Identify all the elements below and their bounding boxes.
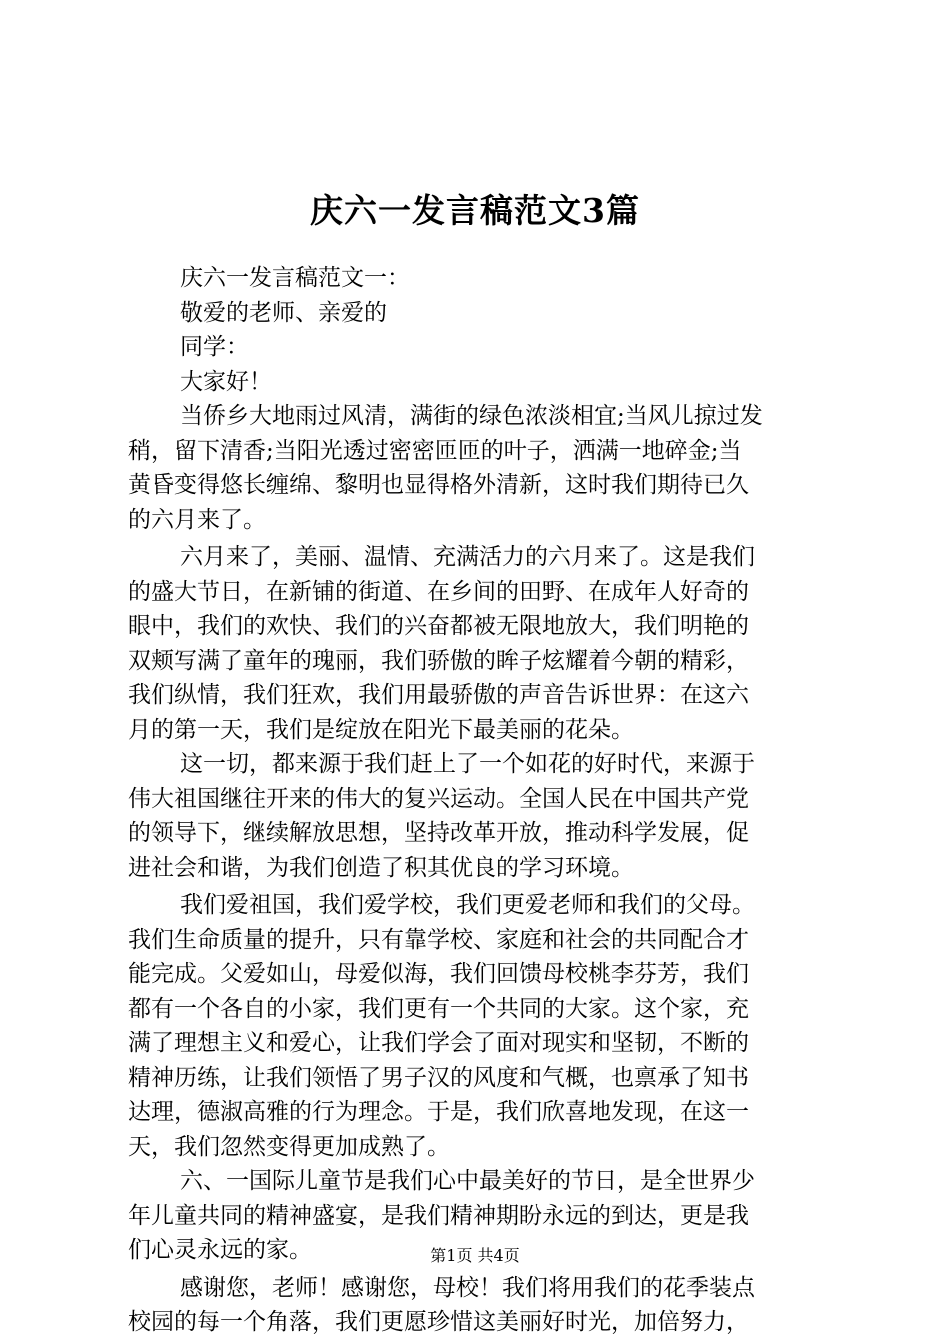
- body-line: 满了理想主义和爱心，让我们学会了面对现实和坚韧，不断的: [128, 1030, 749, 1056]
- body-line: 双颊写满了童年的瑰丽，我们骄傲的眸子炫耀着今朝的精彩，: [128, 647, 749, 674]
- body-line: 都有一个各自的小家，我们更有一个共同的大家。这个家，充: [128, 995, 749, 1022]
- body-line: 眼中，我们的欢快、我们的兴奋都被无限地放大，我们明艳的: [128, 613, 749, 639]
- body-line: 天，我们忽然变得更加成熟了。: [128, 1133, 450, 1160]
- page-title: 庆六一发言稿范文3篇: [310, 191, 640, 230]
- body-line: 月的第一天，我们是绽放在阳光下最美丽的花朵。: [128, 716, 634, 743]
- document-body: [128, 261, 832, 1340]
- body-line: 我们纵情，我们狂欢，我们用最骄傲的声音告诉世界：在这六: [128, 682, 749, 708]
- body-line: 我们爱祖国，我们爱学校，我们更爱老师和我们的父母。: [180, 892, 755, 918]
- body-line: 黄昏变得悠长缠绵、黎明也显得格外清新，这时我们期待已久: [128, 472, 749, 498]
- body-line: 达理，德淑高雅的行为理念。于是，我们欣喜地发现，在这一: [128, 1099, 749, 1125]
- body-line: 敬爱的老师、亲爱的: [180, 299, 387, 326]
- body-line: 这一切，都来源于我们赶上了一个如花的好时代，来源于: [180, 751, 755, 777]
- body-line: 的盛大节日，在新铺的街道、在乡间的田野、在成年人好奇的: [128, 578, 749, 605]
- body-line: 校园的每一个角落，我们更愿珍惜这美丽好时光，加倍努力，: [128, 1309, 749, 1335]
- body-line: 感谢您，老师！感谢您，母校！我们将用我们的花季装点: [180, 1274, 755, 1301]
- body-line: 年儿童共同的精神盛宴，是我们精神期盼永远的到达，更是我: [128, 1202, 749, 1229]
- body-line: 庆六一发言稿范文一：: [180, 265, 410, 291]
- body-line: 的领导下，继续解放思想，坚持改革开放，推动科学发展，促: [128, 820, 749, 846]
- body-line: 六月来了，美丽、温情、充满活力的六月来了。这是我们: [180, 544, 755, 570]
- page-footer: 第1页 共4页: [430, 1246, 520, 1265]
- body-line: 进社会和谐，为我们创造了积其优良的学习环境。: [128, 854, 634, 881]
- body-line: 精神历练，让我们领悟了男子汉的风度和气概，也禀承了知书: [128, 1064, 749, 1091]
- body-line: 的六月来了。: [128, 506, 266, 533]
- body-line: 们心灵永远的家。: [128, 1237, 312, 1263]
- body-line: 同学：: [180, 334, 249, 360]
- body-line: 大家好！: [180, 368, 272, 395]
- body-line: 我们生命质量的提升，只有靠学校、家庭和社会的共同配合才: [128, 926, 749, 953]
- body-line: 能完成。父爱如山，母爱似海，我们回馈母校桃李芬芳，我们: [128, 961, 749, 987]
- body-line: 六、一国际儿童节是我们心中最美好的节日，是全世界少: [180, 1168, 755, 1194]
- body-line: 稍，留下清香;当阳光透过密密匝匝的叶子，洒满一地碎金;当: [128, 437, 742, 464]
- body-line: 当侨乡大地雨过风清，满街的绿色浓淡相宜;当风儿掠过发: [180, 403, 763, 429]
- body-line: 伟大祖国继往开来的伟大的复兴运动。全国人民在中国共产党: [128, 785, 749, 812]
